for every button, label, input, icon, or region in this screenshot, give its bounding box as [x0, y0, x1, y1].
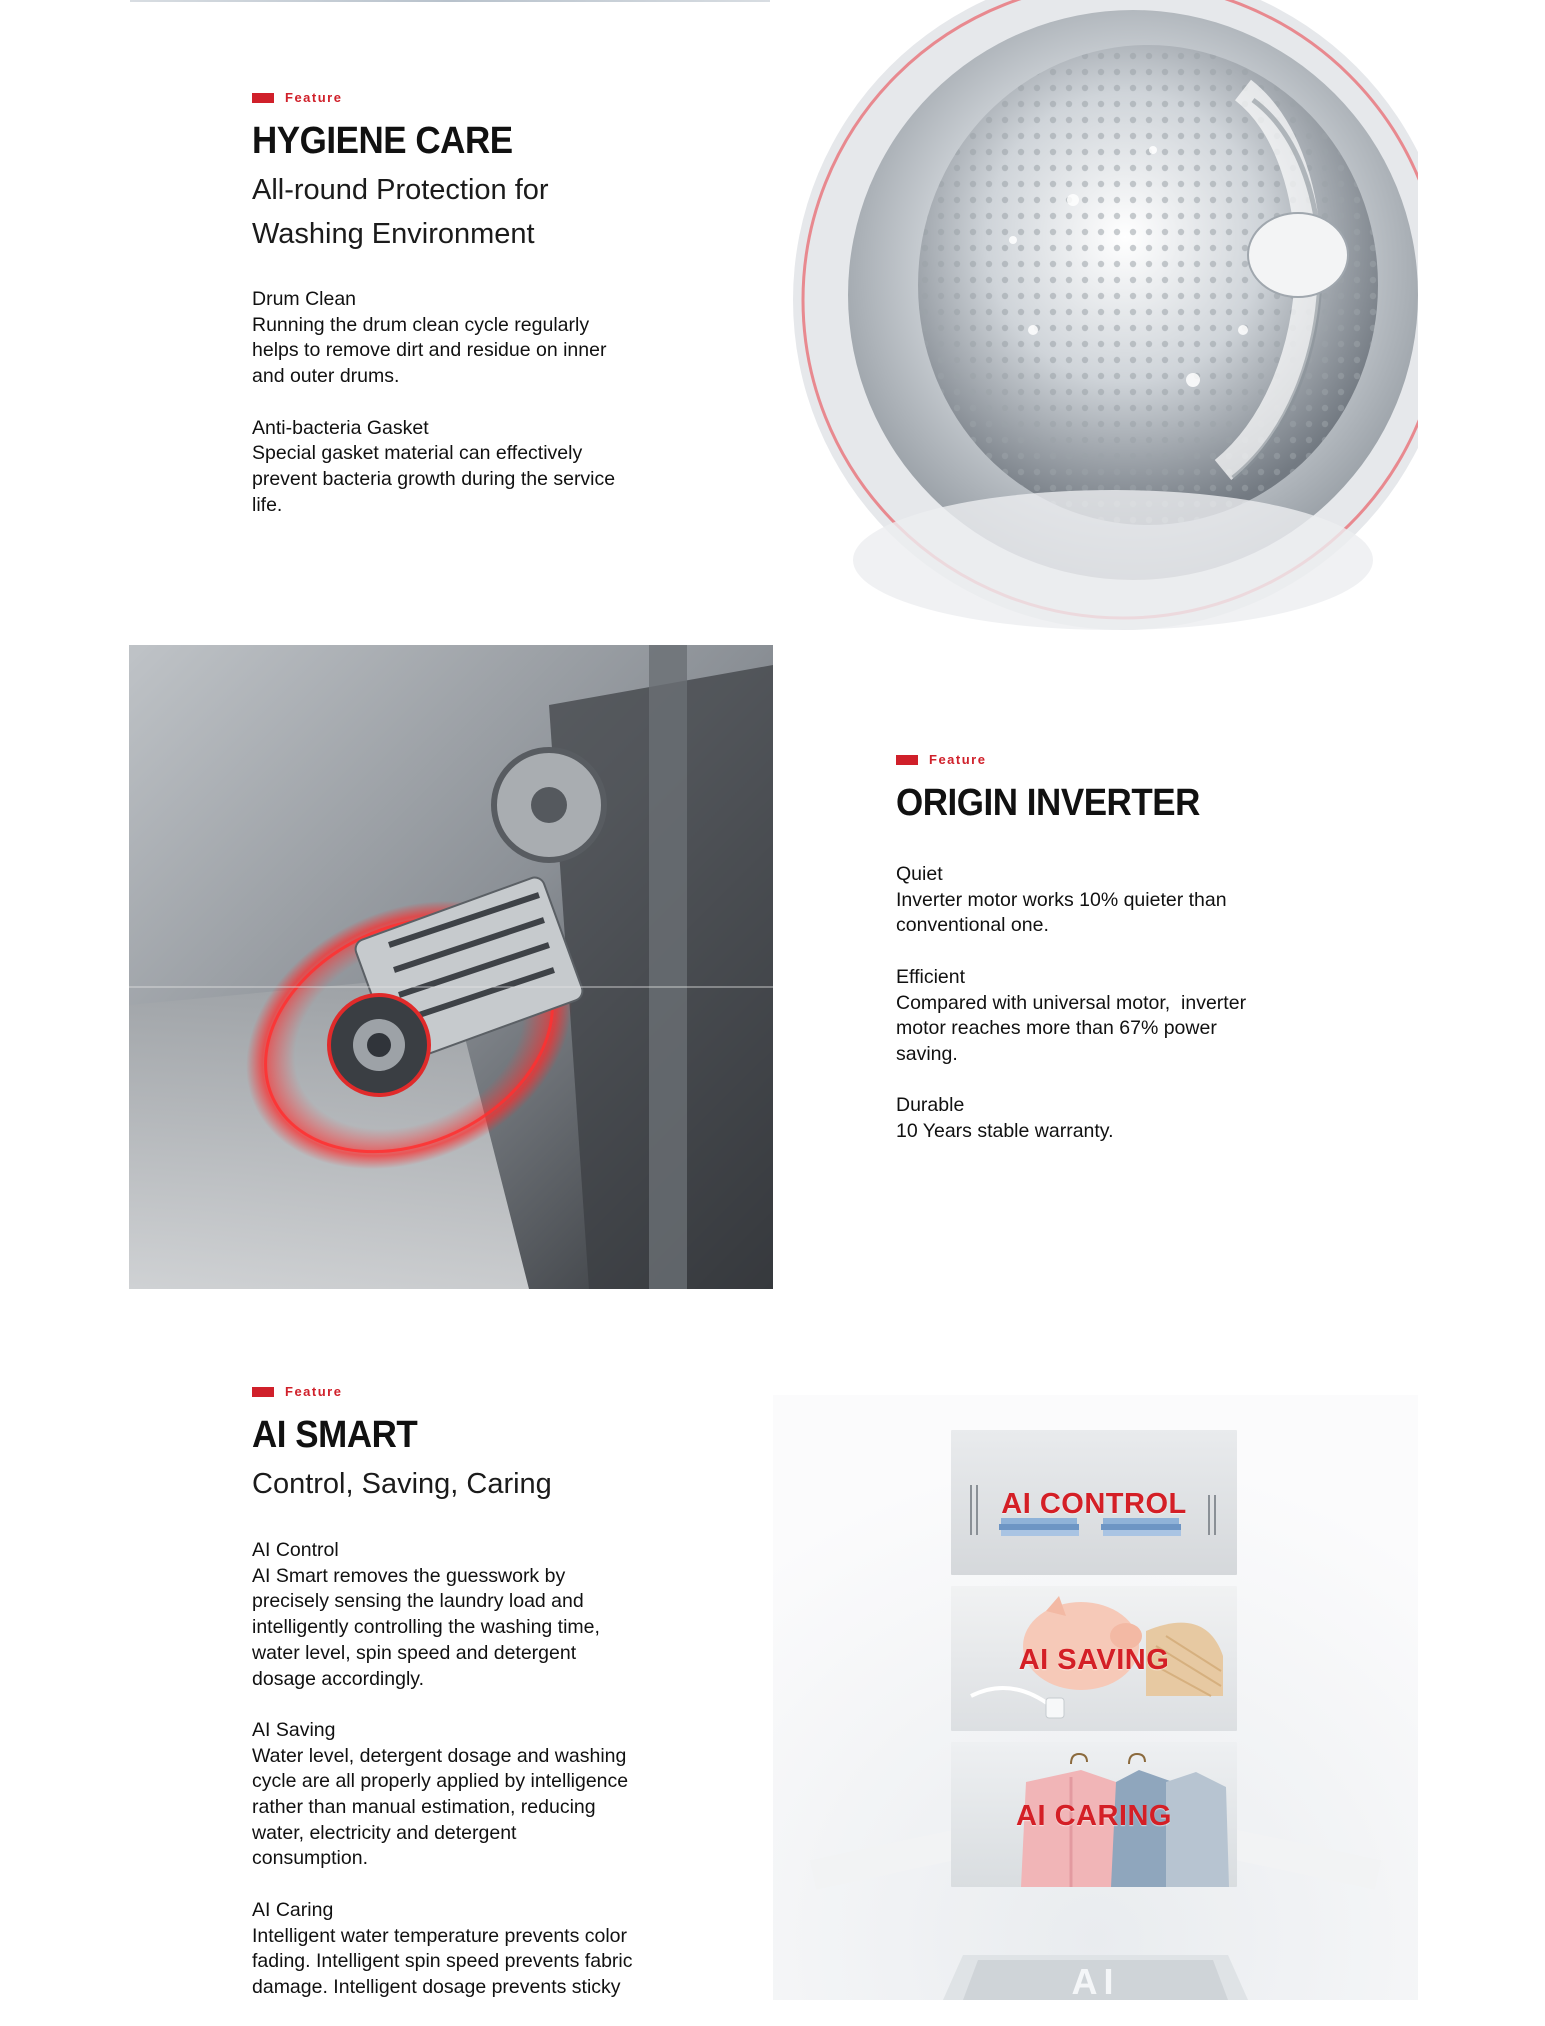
item-line: rather than manual estimation, reducing: [252, 1796, 596, 1819]
feature-tag-inverter: [896, 752, 986, 767]
ai-title: AI SMART: [252, 1414, 418, 1456]
item-heading: Durable: [896, 1094, 965, 1117]
ai-feature-panel: [773, 1395, 1418, 2000]
feature-tag-bar: [252, 93, 274, 103]
item-line: intelligently controlling the washing time,: [252, 1616, 600, 1639]
item-heading: Quiet: [896, 863, 943, 885]
item-line: life.: [252, 493, 283, 516]
item-line: motor reaches more than 67% power: [896, 1017, 1217, 1040]
item-line: 10 Years stable warranty.: [896, 1120, 1114, 1142]
ai-body: [252, 1538, 692, 2026]
ai-item-saving: [252, 1718, 692, 1872]
item-line: dosage accordingly.: [252, 1667, 424, 1690]
top-divider: [130, 0, 770, 2]
item-heading: AI Saving: [252, 1718, 336, 1741]
item-line: helps to remove dirt and residue on inner: [252, 339, 607, 362]
feature-tag-label: Feature: [285, 90, 343, 105]
item-line: AI Smart removes the guesswork by: [252, 1564, 566, 1587]
item-line: damage. Intelligent dosage prevents sticky: [252, 1975, 621, 1998]
inverter-motor-image: [129, 645, 773, 1289]
ai-subtitle: Control, Saving, Caring: [252, 1468, 552, 1500]
hygiene-title: HYGIENE CARE: [252, 120, 513, 162]
inverter-body: [896, 862, 1326, 1170]
hygiene-item-gasket: [252, 416, 682, 519]
item-line: Running the drum clean cycle regularly: [252, 313, 590, 336]
washer-drum-illustration: [773, 0, 1418, 640]
item-line: Inverter motor works 10% quieter than: [896, 888, 1227, 911]
ai-card-control-label: AI CONTROL: [1001, 1488, 1187, 1520]
feature-tag-hygiene: [252, 90, 342, 105]
item-line: consumption.: [252, 1847, 368, 1870]
item-line: water, electricity and detergent: [252, 1821, 517, 1844]
item-heading: AI Caring: [252, 1898, 334, 1921]
hygiene-item-drum-clean: [252, 287, 682, 390]
feature-tag-ai: [252, 1384, 342, 1399]
item-line: Special gasket material can effectively: [252, 442, 583, 465]
hygiene-body: [252, 287, 682, 544]
item-line: Water level, detergent dosage and washing: [252, 1744, 627, 1767]
inverter-item-efficient: [896, 965, 1326, 1068]
item-line: Intelligent water temperature prevents color: [252, 1924, 628, 1947]
ai-item-control: [252, 1538, 692, 1692]
washer-drum-image: [773, 0, 1418, 640]
item-line: saving.: [896, 1042, 958, 1065]
item-line: cycle are all properly applied by intelligence: [252, 1770, 629, 1793]
feature-tag-bar: [252, 1387, 274, 1397]
inverter-item-quiet: [896, 862, 1326, 939]
ai-card-caring-label: AI CARING: [1016, 1800, 1172, 1832]
inverter-item-durable: [896, 1093, 1326, 1144]
item-line: fading. Intelligent spin speed prevents fabric: [252, 1950, 633, 1973]
feature-tag-bar: [896, 755, 918, 765]
item-heading: AI Control: [252, 1539, 339, 1561]
ai-item-caring: [252, 1898, 692, 2001]
item-line: water level, spin speed and detergent: [252, 1641, 577, 1664]
hygiene-subtitle-line2: Washing Environment: [252, 218, 535, 250]
item-line: precisely sensing the laundry load and: [252, 1590, 584, 1613]
item-line: prevent bacteria growth during the service: [252, 467, 616, 490]
inverter-title: ORIGIN INVERTER: [896, 782, 1200, 824]
ai-card-caring: [951, 1742, 1237, 1887]
feature-tag-label: Feature: [929, 752, 987, 767]
ai-footer-logo: AI: [1071, 1961, 1120, 2000]
ai-card-saving-label: AI SAVING: [1018, 1644, 1170, 1676]
inverter-motor-illustration: [129, 645, 773, 1289]
item-line: Compared with universal motor, inverter: [896, 991, 1247, 1014]
item-line: conventional one.: [896, 914, 1049, 937]
ai-card-control: [951, 1430, 1237, 1575]
ai-card-saving: [951, 1586, 1237, 1731]
hygiene-subtitle-line1: All-round Protection for: [252, 174, 549, 206]
item-heading: Efficient: [896, 965, 966, 988]
item-heading: Anti-bacteria Gasket: [252, 416, 429, 439]
item-line: and outer drums.: [252, 365, 400, 388]
feature-tag-label: Feature: [285, 1384, 343, 1399]
item-heading: Drum Clean: [252, 288, 357, 310]
